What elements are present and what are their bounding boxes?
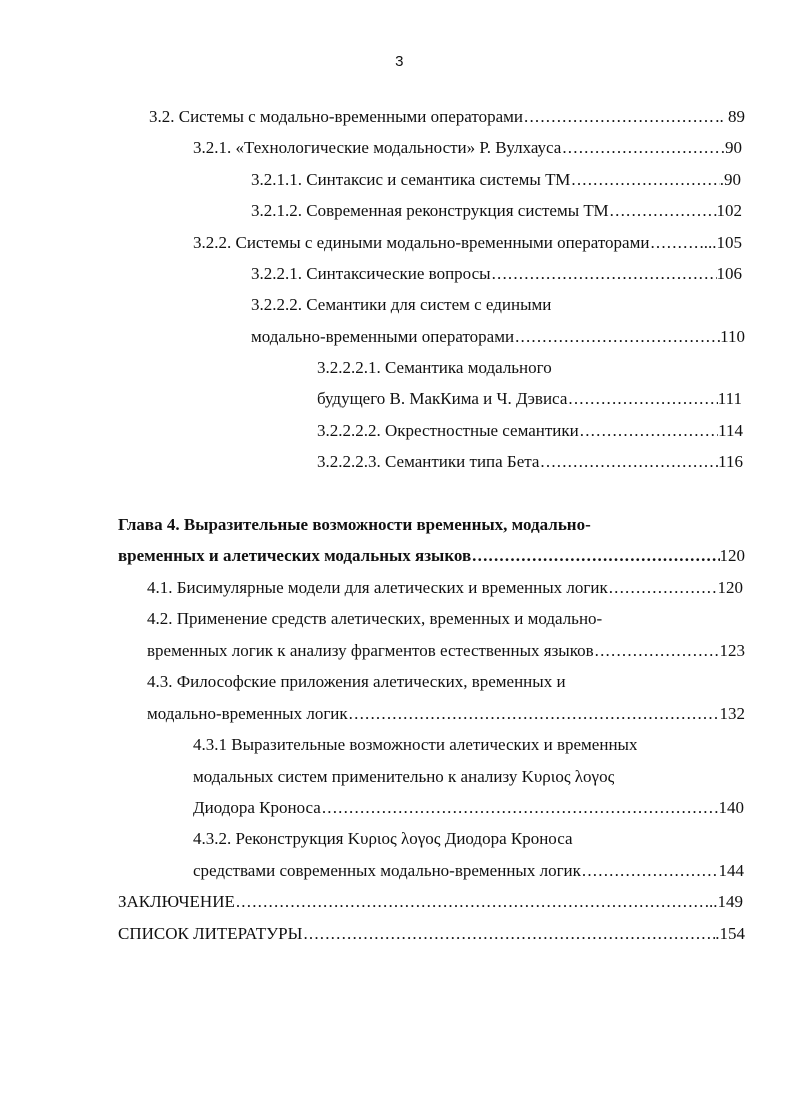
toc-entry-title: будущего В. МакКима и Ч. Дэвиса [317, 389, 568, 408]
toc-entry-title: 3.2.2.2.2. Окрестностные семантики [317, 421, 579, 440]
toc-chapter-4[interactable] [118, 545, 745, 567]
toc-entry-page: 144 [718, 861, 744, 880]
toc-entry-4-3-1-line1[interactable]: 4.3.1 Выразительные возможности алетических и временных [193, 735, 638, 754]
dot-leader [471, 545, 719, 567]
toc-entry-title: ЗАКЛЮЧЕНИЕ [118, 892, 235, 911]
toc-entry-3-2-2-2[interactable] [251, 326, 745, 348]
toc-entry-4-3-line1[interactable]: 4.3. Философские приложения алетических, временных и [147, 672, 566, 691]
toc-entry-page: 120 [717, 578, 743, 597]
toc-entry-title: 3.2.1. «Технологические модальности» Р. Вулхауса [193, 138, 562, 157]
toc-conclusion[interactable] [118, 891, 743, 913]
toc-entry-title: 3.2.2.2.3. Семантики типа Бета [317, 452, 540, 471]
dot-leader [594, 640, 720, 662]
toc-entry-page: .154 [715, 924, 745, 943]
toc-entry-page: 114 [718, 421, 743, 440]
toc-entry-title: 3.2. Системы с модально-временными операторами [149, 107, 523, 126]
toc-entry-title: 3.2.1.1. Синтаксис и семантика системы ТМ [251, 170, 571, 189]
dot-leader [567, 388, 717, 410]
toc-entry-3-2-2[interactable] [193, 232, 742, 254]
toc-entry-3-2-1-1[interactable] [251, 169, 741, 191]
toc-entry-4-3-2-line1[interactable]: 4.3.2. Реконструкция Κυριος λογος Диодора Кроноса [193, 829, 573, 848]
dot-leader [570, 169, 719, 191]
toc-entry-3-2-2-2-1-line1[interactable]: 3.2.2.2.1. Семантика модального [317, 358, 552, 377]
dot-leader [321, 797, 719, 819]
toc-entry-page: 110 [720, 327, 745, 346]
dot-leader [235, 891, 705, 913]
toc-entry-4-3[interactable] [147, 703, 745, 725]
toc-entry-4-3-1[interactable] [193, 797, 744, 819]
toc-entry-title: 4.1. Бисимулярные модели для алетических и временных логик [147, 578, 608, 597]
toc-entry-3-2-2-2-line1[interactable]: 3.2.2.2. Семантики для систем с едиными [251, 295, 552, 314]
toc-entry-page: 140 [718, 798, 744, 817]
toc-entry-4-1[interactable] [147, 577, 743, 599]
dot-leader [609, 200, 717, 222]
toc-entry-page: ...105 [703, 233, 742, 252]
toc-entry-page: 123 [719, 641, 745, 660]
toc-entry-page: 111 [717, 389, 742, 408]
toc-entry-page: 120 [719, 546, 745, 565]
toc-entry-title: 3.2.1.2. Современная реконструкция системы ТМ [251, 201, 609, 220]
toc-entry-3-2-2-2-2[interactable] [317, 420, 743, 442]
dot-leader [561, 137, 720, 159]
toc-entry-3-2-1-2[interactable] [251, 200, 742, 222]
toc-entry-title: 3.2.2.1. Синтаксические вопросы [251, 264, 491, 283]
page-number: 3 [395, 53, 404, 70]
toc-entry-3-2-2-1[interactable] [251, 263, 742, 285]
toc-entry-3-2-2-2-3[interactable] [317, 451, 743, 473]
toc-entry-page: 106 [716, 264, 742, 283]
toc-entry-title: модально-временных логик [147, 704, 348, 723]
toc-entry-3-2-1[interactable] [193, 137, 742, 159]
toc-entry-page: .90 [719, 170, 741, 189]
toc-entry-title: временных и алетических модальных языков [118, 546, 472, 565]
toc-bibliography[interactable] [118, 923, 745, 945]
dot-leader [649, 232, 703, 254]
toc-entry-4-2[interactable] [147, 640, 745, 662]
toc-chapter-4-line1[interactable]: Глава 4. Выразительные возможности временных, модально- [118, 515, 591, 534]
dot-leader [608, 577, 718, 599]
toc-entry-page: 132 [719, 704, 745, 723]
dot-leader [348, 703, 720, 725]
toc-entry-page: 116 [718, 452, 743, 471]
dot-leader [539, 451, 718, 473]
toc-entry-page: ...149 [704, 892, 743, 911]
dot-leader [581, 860, 719, 882]
toc-entry-4-3-1-line2[interactable]: модальных систем применительно к анализу Κυριος λογος [193, 767, 615, 786]
toc-entry-title: СПИСОК ЛИТЕРАТУРЫ [118, 924, 303, 943]
dot-leader [579, 420, 718, 442]
toc-entry-page: 102 [716, 201, 742, 220]
toc-entry-title: 3.2.2. Системы с едиными модально-временными операторами [193, 233, 650, 252]
toc-entry-title: средствами современных модально-временных логик [193, 861, 581, 880]
toc-entry-4-3-2[interactable] [193, 860, 744, 882]
toc-entry-title: Диодора Кроноса [193, 798, 321, 817]
dot-leader [491, 263, 717, 285]
toc-entry-page: .90 [720, 138, 742, 157]
toc-entry-page: .. 89 [715, 107, 745, 126]
toc-entry-3-2[interactable] [149, 106, 745, 128]
toc-entry-3-2-2-2-1[interactable] [317, 388, 742, 410]
toc-entry-4-2-line1[interactable]: 4.2. Применение средств алетических, временных и модально- [147, 609, 603, 628]
dot-leader [302, 923, 715, 945]
dot-leader [523, 106, 715, 128]
toc-entry-title: временных логик к анализу фрагментов естественных языков [147, 641, 594, 660]
dot-leader [514, 326, 720, 348]
toc-entry-title: модально-временными операторами [251, 327, 515, 346]
